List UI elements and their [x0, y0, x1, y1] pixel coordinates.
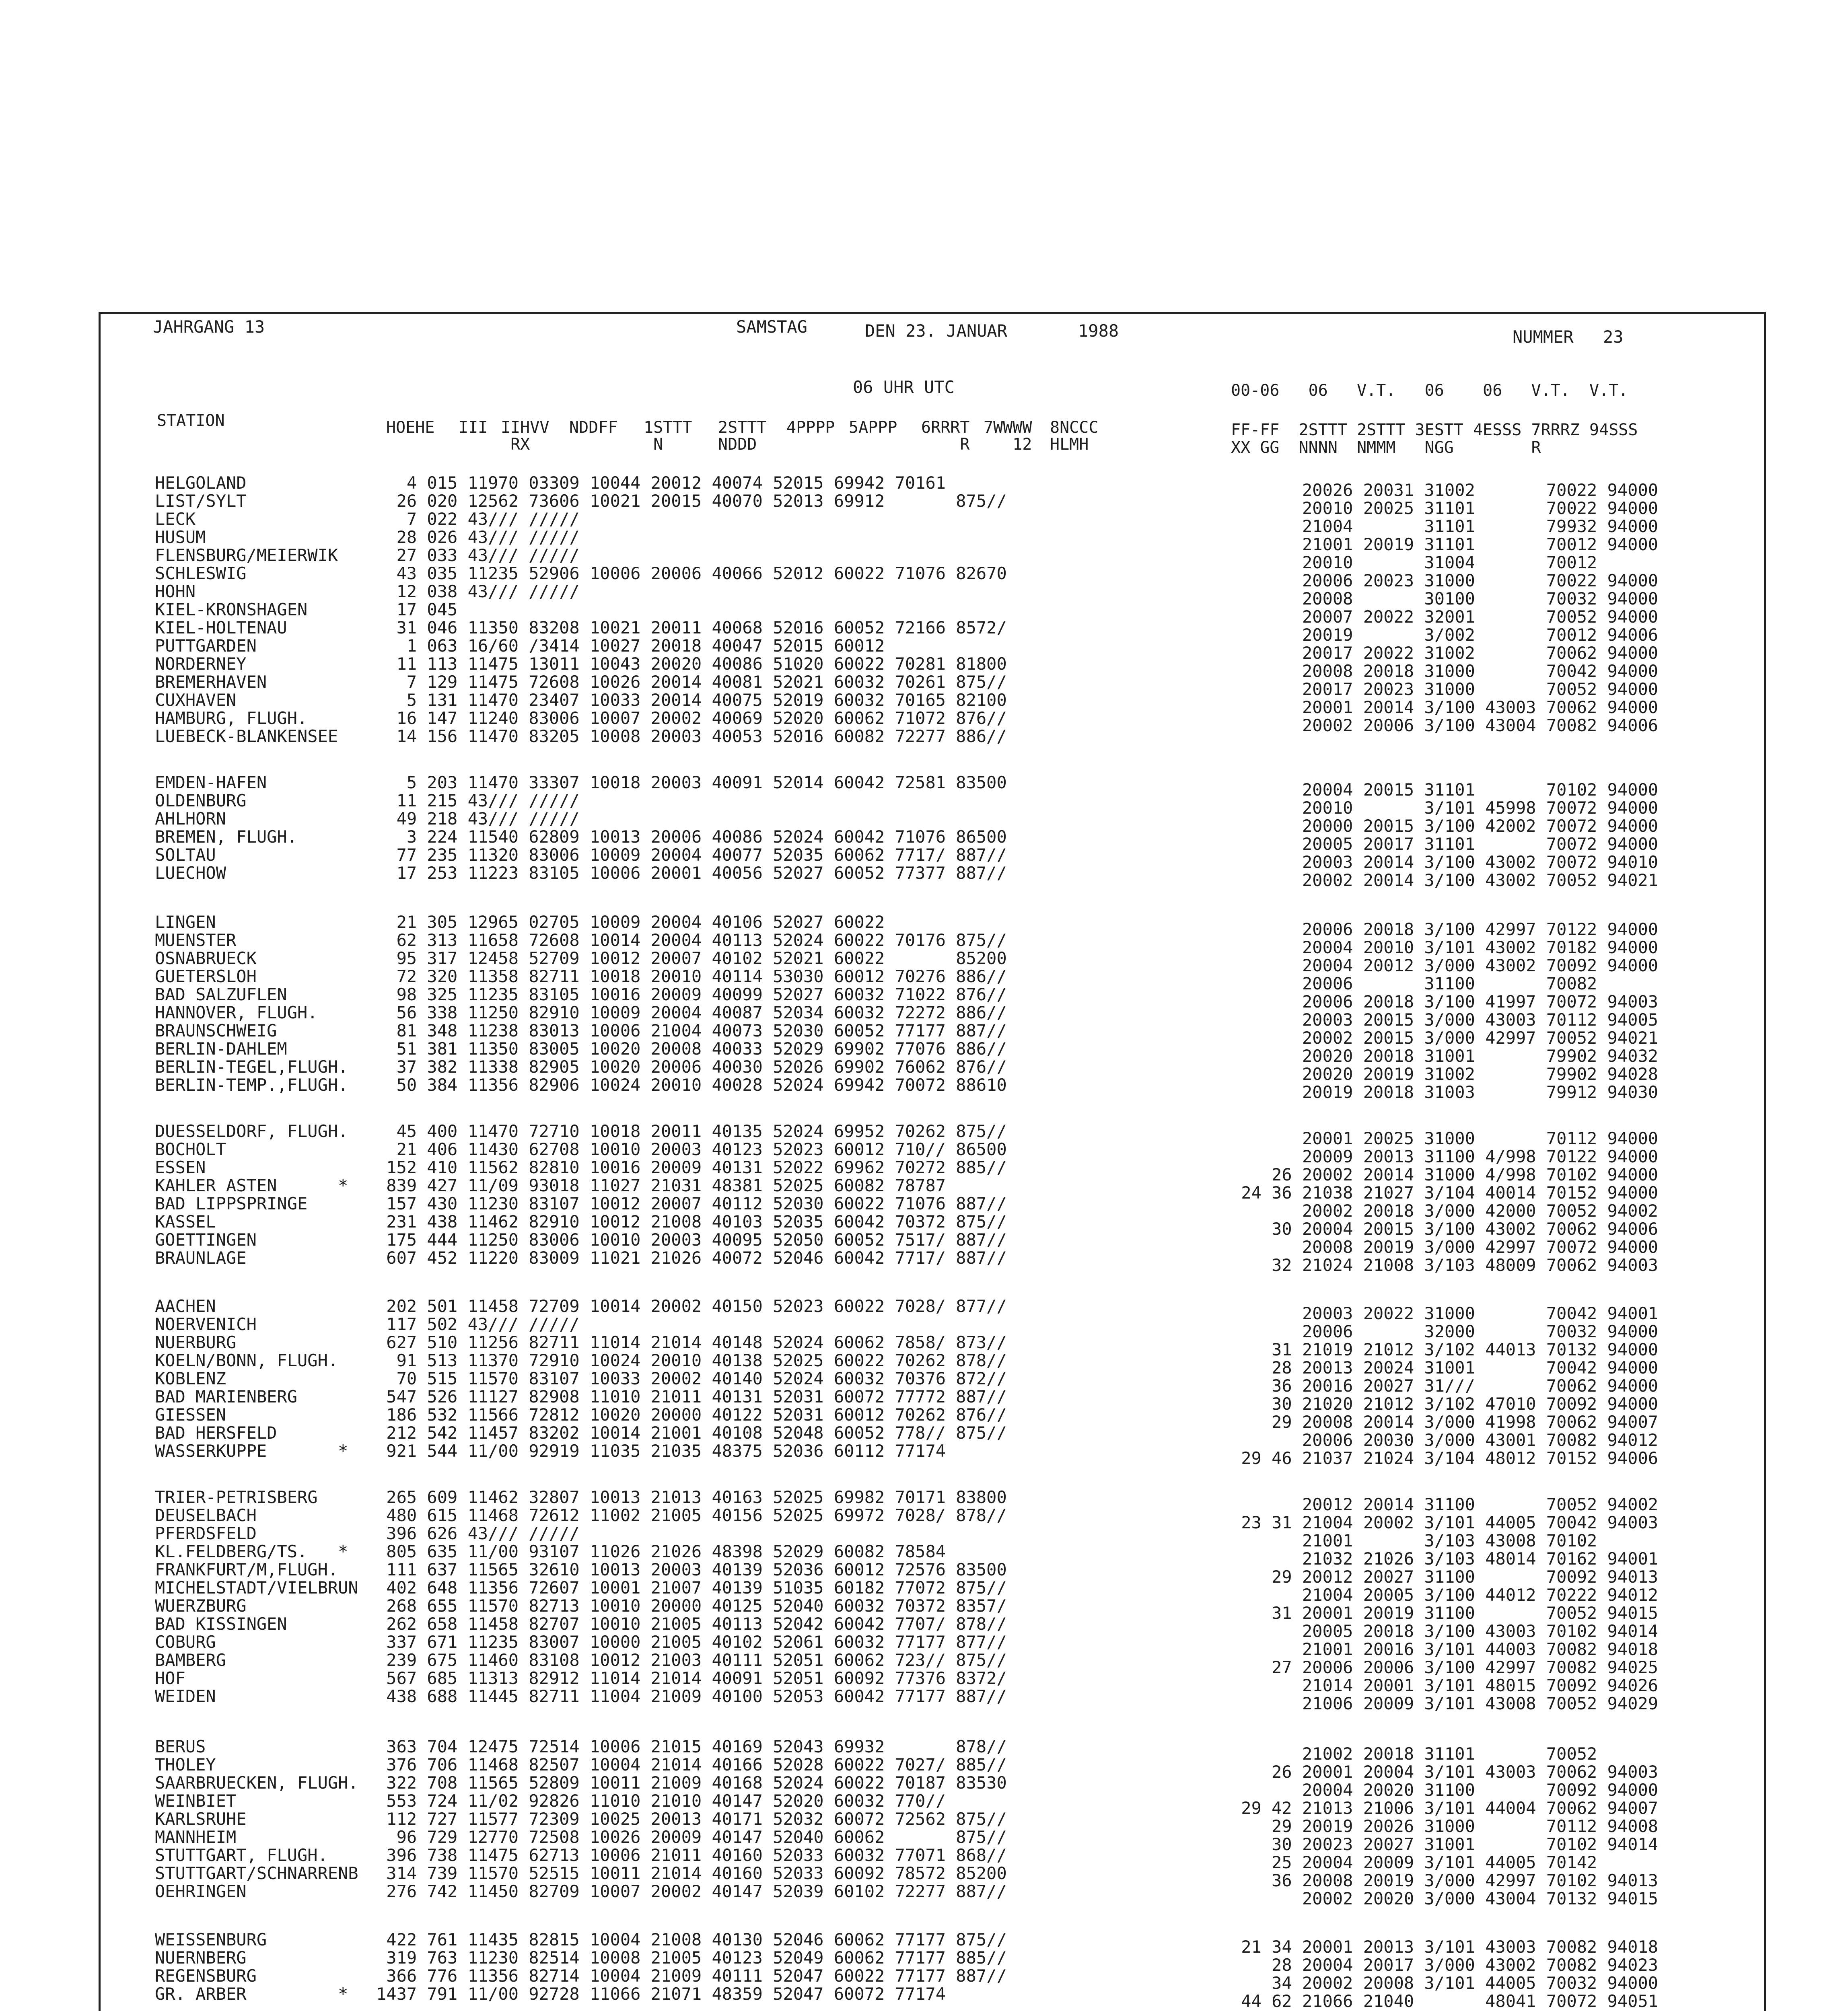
synop-row: 5 131 11470 23407 10033 20014 40075 52019 60032 70165 82100: [376, 690, 1007, 710]
station-name: SOLTAU: [155, 845, 216, 865]
station-name: BOCHOLT: [155, 1139, 226, 1159]
extra-row: 20004 20010 3/101 43002 70182 94000: [1231, 938, 1659, 957]
station-name: ESSEN: [155, 1158, 206, 1177]
weekday: SAMSTAG: [736, 317, 808, 337]
extra-row: 20017 20023 31000 70052 94000: [1231, 679, 1659, 699]
synop-row: 376 706 11468 82507 10004 21014 40166 52028 60022 7027/ 885//: [376, 1755, 1007, 1775]
synop-row: 5 203 11470 33307 10018 20003 40091 52014 60042 72581 83500: [376, 773, 1007, 792]
extra-row: 27 20006 20006 3/100 42997 70082 94025: [1231, 1657, 1659, 1677]
extra-row: 25 20004 20009 3/101 44005 70142: [1231, 1853, 1597, 1872]
synop-row: 262 658 11458 82707 10010 21005 40113 52042 60042 7707/ 878//: [376, 1614, 1007, 1634]
station-name: NUERBURG: [155, 1332, 237, 1352]
synop-values: [376, 474, 1007, 745]
extra-row: 20004 20015 31101 70102 94000: [1231, 780, 1659, 800]
station-name: LIST/SYLT: [155, 491, 247, 511]
station-name: KAHLER ASTEN *: [155, 1176, 348, 1195]
extra-row: 20005 20017 31101 70072 94000: [1231, 834, 1659, 854]
extra-row: 20008 30100 70032 94000: [1231, 589, 1659, 609]
extra-row: 20006 20018 3/100 41997 70072 94003: [1231, 992, 1659, 1012]
station-name: MUENSTER: [155, 930, 237, 950]
station-names: [155, 1738, 358, 1900]
date: DEN 23. JANUAR: [865, 321, 1008, 341]
station-name: BAMBERG: [155, 1650, 226, 1670]
extra-values: [1231, 1938, 1658, 2010]
extra-row: 26 20001 20004 3/101 43003 70062 94003: [1231, 1762, 1659, 1782]
synop-row: 231 438 11462 82910 10012 21008 40103 52035 60042 70372 875//: [376, 1212, 1007, 1232]
synop-row: 7 129 11475 72608 10026 20014 40081 52021 60032 70261 875//: [376, 672, 1007, 692]
synop-row: 37 382 11338 82905 10020 20006 40030 52026 69902 76062 876//: [376, 1057, 1007, 1077]
extra-row: 24 36 21038 21027 3/104 40014 70152 94000: [1231, 1183, 1659, 1203]
extra-row: 20008 20019 3/000 42997 70072 94000: [1231, 1237, 1659, 1257]
extra-row: 21001 3/103 43008 70102: [1231, 1531, 1597, 1550]
synop-row: 265 609 11462 32807 10013 21013 40163 52025 69982 70171 83800: [376, 1487, 1007, 1507]
station-name: SCHLESWIG: [155, 563, 247, 583]
synop-row: 366 776 11356 82714 10004 21009 40111 52047 60022 77177 887//: [376, 1966, 1007, 1986]
synop-row: 96 729 12770 72508 10026 20009 40147 52040 60062 875//: [376, 1827, 1007, 1847]
station-name: KOELN/BONN, FLUGH.: [155, 1351, 338, 1370]
station-name: BERLIN-DAHLEM: [155, 1039, 287, 1059]
synop-row: 396 738 11475 62713 10006 21011 40160 52033 60032 77071 868//: [376, 1845, 1007, 1865]
extra-row: 30 21020 21012 3/102 47010 70092 94000: [1231, 1394, 1659, 1414]
right-header-line3: XX GG NNNN NMMM NGG R: [1231, 438, 1541, 457]
extra-row: 20002 20014 3/100 43002 70052 94021: [1231, 870, 1659, 890]
synop-row: 81 348 11238 83013 10006 21004 40073 52030 60052 77177 887//: [376, 1021, 1007, 1040]
synop-row: 91 513 11370 72910 10024 20010 40138 52025 60022 70262 878//: [376, 1351, 1007, 1370]
header-1sttt: 1STTT N: [644, 418, 692, 454]
extra-row: 20007 20022 32001 70052 94000: [1231, 607, 1659, 627]
station-names: [155, 913, 348, 1094]
synop-row: 4 015 11970 03309 10044 20012 40074 52015 69942 70161: [376, 473, 946, 493]
station-names: [155, 773, 297, 882]
extra-row: 20000 20015 3/100 42002 70072 94000: [1231, 816, 1659, 836]
extra-row: 21001 20019 31101 70012 94000: [1231, 535, 1659, 554]
station-name: PFERDSFELD: [155, 1524, 257, 1543]
synop-row: 16 147 11240 83006 10007 20002 40069 52020 60062 71072 876//: [376, 708, 1007, 728]
synop-row: 51 381 11350 83005 10020 20008 40033 52029 69902 77076 886//: [376, 1039, 1007, 1059]
station-names: [155, 474, 338, 745]
synop-row: 607 452 11220 83009 11021 21026 40072 52046 60042 7717/ 887//: [376, 1248, 1007, 1268]
extra-row: 36 20016 20027 31/// 70062 94000: [1231, 1376, 1659, 1396]
extra-row: 20005 20018 3/100 43003 70102 94014: [1231, 1621, 1659, 1641]
synop-row: 17 045: [376, 600, 458, 619]
station-name: KOBLENZ: [155, 1369, 226, 1388]
extra-row: 29 20012 20027 31100 70092 94013: [1231, 1567, 1659, 1587]
station-name: WASSERKUPPE *: [155, 1441, 348, 1461]
synop-row: 62 313 11658 72608 10014 20004 40113 52024 60022 70176 875//: [376, 930, 1007, 950]
synop-row: 45 400 11470 72710 10018 20011 40135 52024 69952 70262 875//: [376, 1121, 1007, 1141]
header-7wwww: 7WWWW 12: [984, 418, 1032, 454]
extra-row: 29 20008 20014 3/000 41998 70062 94007: [1231, 1412, 1659, 1432]
header-hoehe: HOEHE: [386, 418, 435, 437]
extra-values: [1231, 1745, 1658, 1908]
station-name: OSNABRUECK: [155, 948, 257, 968]
extra-row: 20003 20015 3/000 43003 70112 94005: [1231, 1010, 1659, 1030]
extra-values: [1231, 781, 1658, 889]
station-name: LINGEN: [155, 912, 216, 932]
extra-row: 20020 20019 31002 79902 94028: [1231, 1064, 1659, 1084]
extra-row: 30 20004 20015 3/100 43002 70062 94006: [1231, 1219, 1659, 1239]
synop-row: 50 384 11356 82906 10024 20010 40028 52024 69942 70072 88610: [376, 1075, 1007, 1095]
synop-row: 98 325 11235 83105 10016 20009 40099 52027 60032 71022 876//: [376, 985, 1007, 1004]
extra-row: 21001 20016 3/101 44003 70082 94018: [1231, 1639, 1659, 1659]
extra-row: 36 20008 20019 3/000 42997 70102 94013: [1231, 1871, 1659, 1890]
header-2sttt: 2STTT NDDD: [718, 418, 767, 454]
extra-values: [1231, 481, 1658, 734]
station-name: MICHELSTADT/VIELBRUN: [155, 1578, 358, 1598]
synop-values: [376, 913, 1007, 1094]
synop-row: 31 046 11350 83208 10021 20011 40068 52016 60052 72166 8572/: [376, 618, 1007, 637]
synop-row: 43 035 11235 52906 10006 20006 40066 52012 60022 71076 82670: [376, 563, 1007, 583]
synop-row: 56 338 11250 82910 10009 20004 40087 52034 60032 72272 886//: [376, 1003, 1007, 1022]
header-6rrrt: 6RRRT R: [921, 418, 970, 454]
synop-row: 77 235 11320 83006 10009 20004 40077 52035 60062 7717/ 887//: [376, 845, 1007, 865]
synop-row: 175 444 11250 83006 10010 20003 40095 52050 60052 7517/ 887//: [376, 1230, 1007, 1250]
station-names: [155, 1931, 348, 2003]
station-name: BAD HERSFELD: [155, 1423, 277, 1443]
station-name: KIEL-HOLTENAU: [155, 618, 287, 637]
synop-row: 49 218 43/// /////: [376, 809, 580, 829]
station-name: FRANKFURT/M,FLUGH.: [155, 1560, 338, 1579]
station-name: PUTTGARDEN: [155, 636, 257, 656]
station-name: BAD KISSINGEN: [155, 1614, 287, 1634]
synop-values: [376, 773, 1007, 882]
extra-row: 29 20019 20026 31000 70112 94008: [1231, 1816, 1659, 1836]
station-name: OEHRINGEN: [155, 1881, 247, 1901]
synop-row: 627 510 11256 82711 11014 21014 40148 52024 60062 7858/ 873//: [376, 1332, 1007, 1352]
extra-row: 20008 20018 31000 70042 94000: [1231, 661, 1659, 681]
synop-row: 839 427 11/09 93018 11027 21031 48381 52025 60082 78787: [376, 1176, 946, 1195]
synop-row: 27 033 43/// /////: [376, 545, 580, 565]
extra-row: 20006 32000 70032 94000: [1231, 1322, 1659, 1341]
synop-row: 111 637 11565 32610 10013 20003 40139 52036 60012 72576 83500: [376, 1560, 1007, 1579]
extra-row: 20026 20031 31002 70022 94000: [1231, 480, 1659, 500]
extra-row: 20002 20018 3/000 42000 70052 94002: [1231, 1201, 1659, 1221]
synop-row: 186 532 11566 72812 10020 20000 40122 52031 60012 70262 876//: [376, 1405, 1007, 1425]
extra-row: 21032 21026 3/103 48014 70162 94001: [1231, 1549, 1659, 1569]
extra-row: 32 21024 21008 3/103 48009 70062 94003: [1231, 1255, 1659, 1275]
right-header-line1: 00-06 06 V.T. 06 06 V.T. V.T.: [1231, 381, 1628, 400]
synop-row: 314 739 11570 52515 10011 21014 40160 52033 60092 78572 85200: [376, 1863, 1007, 1883]
extra-row: 21 34 20001 20013 3/101 43003 70082 94018: [1231, 1937, 1659, 1957]
extra-row: 20012 20014 31100 70052 94002: [1231, 1495, 1659, 1514]
station-name: NORDERNEY: [155, 654, 247, 674]
extra-values: [1231, 1129, 1658, 1274]
jahrgang: JAHRGANG 13: [153, 317, 265, 337]
synop-row: 805 635 11/00 93107 11026 21026 48398 52029 60082 78584: [376, 1542, 946, 1561]
synop-row: 322 708 11565 52809 10011 21009 40168 52024 60022 70187 83530: [376, 1773, 1007, 1793]
station-name: LECK: [155, 509, 196, 529]
synop-row: 152 410 11562 82810 10016 20009 40131 52022 69962 70272 885//: [376, 1158, 1007, 1177]
station-name: THOLEY: [155, 1755, 216, 1775]
extra-row: 31 20001 20019 31100 70052 94015: [1231, 1603, 1659, 1623]
extra-row: 29 42 21013 21006 3/101 44004 70062 94007: [1231, 1798, 1659, 1818]
extra-row: 20006 20018 3/100 42997 70122 94000: [1231, 919, 1659, 939]
synop-row: 202 501 11458 72709 10014 20002 40150 52023 60022 7028/ 877//: [376, 1296, 1007, 1316]
station-name: WUERZBURG: [155, 1596, 247, 1616]
header-nddff: NDDFF: [569, 418, 618, 437]
station-name: MANNHEIM: [155, 1827, 237, 1847]
synop-row: 239 675 11460 83108 10012 21003 40111 52051 60062 723// 875//: [376, 1650, 1007, 1670]
synop-row: 212 542 11457 83202 10014 21001 40108 52048 60052 778// 875//: [376, 1423, 1007, 1443]
header-station: STATION: [157, 411, 225, 430]
nummer-value: 23: [1603, 327, 1624, 347]
station-name: OLDENBURG: [155, 791, 247, 810]
extra-row: 20002 20006 3/100 43004 70082 94006: [1231, 716, 1659, 735]
synop-row: 402 648 11356 72607 10001 21007 40139 51035 60182 77072 875//: [376, 1578, 1007, 1598]
station-name: LUEBECK-BLANKENSEE: [155, 726, 338, 746]
station-name: BERUS: [155, 1737, 206, 1756]
station-name: STUTTGART/SCHNARRENB: [155, 1863, 358, 1883]
station-name: BRAUNLAGE: [155, 1248, 247, 1268]
extra-row: 20004 20012 3/000 43002 70092 94000: [1231, 956, 1659, 975]
header-5appp: 5APPP: [849, 418, 897, 437]
station-name: LUECHOW: [155, 863, 226, 883]
station-name: HAMBURG, FLUGH.: [155, 708, 308, 728]
synop-row: 21 406 11430 62708 10010 20003 40123 52023 60012 710// 86500: [376, 1139, 1007, 1159]
extra-row: 20009 20013 31100 4/998 70122 94000: [1231, 1147, 1659, 1166]
header-4pppp: 4PPPP: [786, 418, 835, 437]
station-name: BAD SALZUFLEN: [155, 985, 287, 1004]
synop-values: [376, 1122, 1007, 1267]
synop-row: 438 688 11445 82711 11004 21009 40100 52053 60042 77177 887//: [376, 1686, 1007, 1706]
synop-row: 337 671 11235 83007 10000 21005 40102 52061 60032 77177 877//: [376, 1632, 1007, 1652]
synop-row: 26 020 12562 73606 10021 20015 40070 52013 69912 875//: [376, 491, 1007, 511]
synop-row: 396 626 43/// /////: [376, 1524, 580, 1543]
synop-row: 7 022 43/// /////: [376, 509, 580, 529]
station-name: GOETTINGEN: [155, 1230, 257, 1250]
synop-row: 112 727 11577 72309 10025 20013 40171 52032 60072 72562 875//: [376, 1809, 1007, 1829]
extra-row: 20010 20025 31101 70022 94000: [1231, 498, 1659, 518]
extra-row: 20006 20023 31000 70022 94000: [1231, 571, 1659, 590]
synop-row: 72 320 11358 82711 10018 20010 40114 53030 60012 70276 886//: [376, 966, 1007, 986]
extra-row: 20019 20018 31003 79912 94030: [1231, 1082, 1659, 1102]
year: 1988: [1078, 321, 1119, 341]
station-name: STUTTGART, FLUGH.: [155, 1845, 328, 1865]
station-name: EMDEN-HAFEN: [155, 773, 267, 792]
extra-row: 21004 20005 3/100 44012 70222 94012: [1231, 1585, 1659, 1605]
station-name: BERLIN-TEMP.,FLUGH.: [155, 1075, 348, 1095]
observation-time: 06 UHR UTC: [853, 377, 955, 397]
synop-row: 3 224 11540 62809 10013 20006 40086 52024 60042 71076 86500: [376, 827, 1007, 847]
header-8nccc: 8NCCC HLMH: [1050, 418, 1099, 454]
extra-values: [1231, 1304, 1658, 1467]
extra-row: 31 21019 21012 3/102 44013 70132 94000: [1231, 1340, 1659, 1359]
extra-row: 28 20004 20017 3/000 43002 70082 94023: [1231, 1955, 1659, 1975]
extra-row: 20001 20025 31000 70112 94000: [1231, 1129, 1659, 1148]
synop-row: 11 215 43/// /////: [376, 791, 580, 810]
extra-row: 28 20013 20024 31001 70042 94000: [1231, 1358, 1659, 1378]
station-name: BAD LIPPSPRINGE: [155, 1194, 308, 1213]
synop-row: 28 026 43/// /////: [376, 527, 580, 547]
extra-row: 21014 20001 3/101 48015 70092 94026: [1231, 1676, 1659, 1695]
synop-row: 117 502 43/// /////: [376, 1314, 580, 1334]
station-name: KL.FELDBERG/TS. *: [155, 1542, 348, 1561]
synop-row: 567 685 11313 82912 11014 21014 40091 52051 60092 77376 8372/: [376, 1668, 1007, 1688]
extra-row: 23 31 21004 20002 3/101 44005 70042 94003: [1231, 1513, 1659, 1532]
extra-row: 20002 20015 3/000 42997 70052 94021: [1231, 1028, 1659, 1048]
station-name: GUETERSLOH: [155, 966, 257, 986]
synop-row: 268 655 11570 82713 10010 20000 40125 52040 60032 70372 8357/: [376, 1596, 1007, 1616]
station-name: HUSUM: [155, 527, 206, 547]
extra-row: 20004 20020 31100 70092 94000: [1231, 1780, 1659, 1800]
extra-row: 34 20002 20008 3/101 44005 70032 94000: [1231, 1973, 1659, 1993]
station-name: GR. ARBER *: [155, 1984, 348, 2004]
synop-row: 11 113 11475 13011 10043 20020 40086 51020 60022 70281 81800: [376, 654, 1007, 674]
station-name: TRIER-PETRISBERG: [155, 1487, 318, 1507]
nummer-label: NUMMER: [1513, 327, 1574, 347]
station-name: BREMERHAVEN: [155, 672, 267, 692]
extra-row: 20003 20022 31000 70042 94001: [1231, 1304, 1659, 1323]
synop-values: [376, 1931, 1007, 2003]
synop-row: 921 544 11/00 92919 11035 21035 48375 52036 60112 77174: [376, 1441, 946, 1461]
extra-row: 20010 3/101 45998 70072 94000: [1231, 798, 1659, 818]
station-names: [155, 1122, 348, 1267]
station-name: GIESSEN: [155, 1405, 226, 1425]
station-name: BREMEN, FLUGH.: [155, 827, 298, 847]
station-name: HANNOVER, FLUGH.: [155, 1003, 318, 1022]
header-iii: III: [459, 418, 488, 437]
synop-row: 276 742 11450 82709 10007 20002 40147 52039 60102 72277 887//: [376, 1881, 1007, 1901]
synop-row: 1 063 16/60 /3414 10027 20018 40047 52015 60012: [376, 636, 885, 656]
station-name: BERLIN-TEGEL,FLUGH.: [155, 1057, 348, 1077]
extra-values: [1231, 920, 1658, 1101]
synop-row: 12 038 43/// /////: [376, 582, 580, 601]
station-names: [155, 1488, 358, 1705]
extra-row: 20010 31004 70012: [1231, 553, 1597, 572]
extra-row: 20001 20014 3/100 43003 70062 94000: [1231, 697, 1659, 717]
station-name: HOF: [155, 1668, 185, 1688]
station-name: HOHN: [155, 582, 196, 601]
extra-row: 20002 20020 3/000 43004 70132 94015: [1231, 1889, 1659, 1908]
station-name: AHLHORN: [155, 809, 226, 829]
extra-row: 26 20002 20014 31000 4/998 70102 94000: [1231, 1165, 1659, 1184]
station-name: DEUSELBACH: [155, 1505, 257, 1525]
station-name: KARLSRUHE: [155, 1809, 247, 1829]
station-name: BAD MARIENBERG: [155, 1387, 298, 1406]
synop-values: [376, 1297, 1007, 1460]
extra-row: 20003 20014 3/100 43002 70072 94010: [1231, 852, 1659, 872]
extra-values: [1231, 1495, 1658, 1713]
synop-row: 480 615 11468 72612 11002 21005 40156 52025 69972 7028/ 878//: [376, 1505, 1007, 1525]
station-name: WEISSENBURG: [155, 1930, 267, 1949]
synop-row: 1437 791 11/00 92728 11066 21071 48359 52047 60072 77174: [376, 1984, 946, 2004]
extra-row: 20006 20030 3/000 43001 70082 94012: [1231, 1430, 1659, 1450]
station-name: NUERNBERG: [155, 1948, 247, 1968]
station-names: [155, 1297, 348, 1460]
extra-row: 44 62 21066 21040 48041 70072 94051: [1231, 1991, 1659, 2011]
station-name: WEINBIET: [155, 1791, 237, 1811]
synop-row: 17 253 11223 83105 10006 20001 40056 52027 60052 77377 887//: [376, 863, 1007, 883]
extra-row: 20020 20018 31001 79902 94032: [1231, 1046, 1659, 1066]
synop-row: 157 430 11230 83107 10012 20007 40112 52030 60022 71076 887//: [376, 1194, 1007, 1213]
extra-row: 21006 20009 3/101 43008 70052 94029: [1231, 1694, 1659, 1713]
station-name: KIEL-KRONSHAGEN: [155, 600, 308, 619]
extra-row: 21002 20018 31101 70052: [1231, 1744, 1597, 1764]
station-name: WEIDEN: [155, 1686, 216, 1706]
synop-values: [376, 1488, 1007, 1705]
synop-row: 422 761 11435 82815 10004 21008 40130 52046 60062 77177 875//: [376, 1930, 1007, 1949]
synop-row: 319 763 11230 82514 10008 21005 40123 52049 60062 77177 885//: [376, 1948, 1007, 1968]
synop-row: 14 156 11470 83205 10008 20003 40053 52016 60082 72277 886//: [376, 726, 1007, 746]
synop-row: 547 526 11127 82908 11010 21011 40131 52031 60072 77772 887//: [376, 1387, 1007, 1406]
synop-row: 363 704 12475 72514 10006 21015 40169 52043 69932 878//: [376, 1737, 1007, 1756]
station-name: BRAUNSCHWEIG: [155, 1021, 277, 1040]
extra-row: 20006 31100 70082: [1231, 974, 1597, 993]
station-name: HELGOLAND: [155, 473, 247, 493]
extra-row: 30 20023 20027 31001 70102 94014: [1231, 1834, 1659, 1854]
synop-row: 95 317 12458 52709 10012 20007 40102 52021 60022 85200: [376, 948, 1007, 968]
header-iihvv: IIHVV RX: [501, 418, 549, 454]
station-name: KASSEL: [155, 1212, 216, 1232]
station-name: FLENSBURG/MEIERWIK: [155, 545, 338, 565]
station-name: REGENSBURG: [155, 1966, 257, 1986]
extra-row: 20017 20022 31002 70062 94000: [1231, 643, 1659, 663]
synop-row: 553 724 11/02 92826 11010 21010 40147 52020 60032 770//: [376, 1791, 946, 1811]
station-name: AACHEN: [155, 1296, 216, 1316]
extra-row: 21004 31101 79932 94000: [1231, 516, 1659, 536]
synop-values: [376, 1738, 1007, 1900]
synop-row: 21 305 12965 02705 10009 20004 40106 52027 60022: [376, 912, 885, 932]
extra-row: 20019 3/002 70012 94006: [1231, 625, 1659, 645]
station-name: COBURG: [155, 1632, 216, 1652]
synop-row: 70 515 11570 83107 10033 20002 40140 52024 60032 70376 872//: [376, 1369, 1007, 1388]
station-name: CUXHAVEN: [155, 690, 237, 710]
station-name: DUESSELDORF, FLUGH.: [155, 1121, 348, 1141]
extra-row: 29 46 21037 21024 3/104 48012 70152 94006: [1231, 1448, 1659, 1468]
right-header-line2: FF-FF 2STTT 2STTT 3ESTT 4ESSS 7RRRZ 94SSS: [1231, 421, 1638, 439]
station-name: NOERVENICH: [155, 1314, 257, 1334]
station-name: SAARBRUECKEN, FLUGH.: [155, 1773, 358, 1793]
